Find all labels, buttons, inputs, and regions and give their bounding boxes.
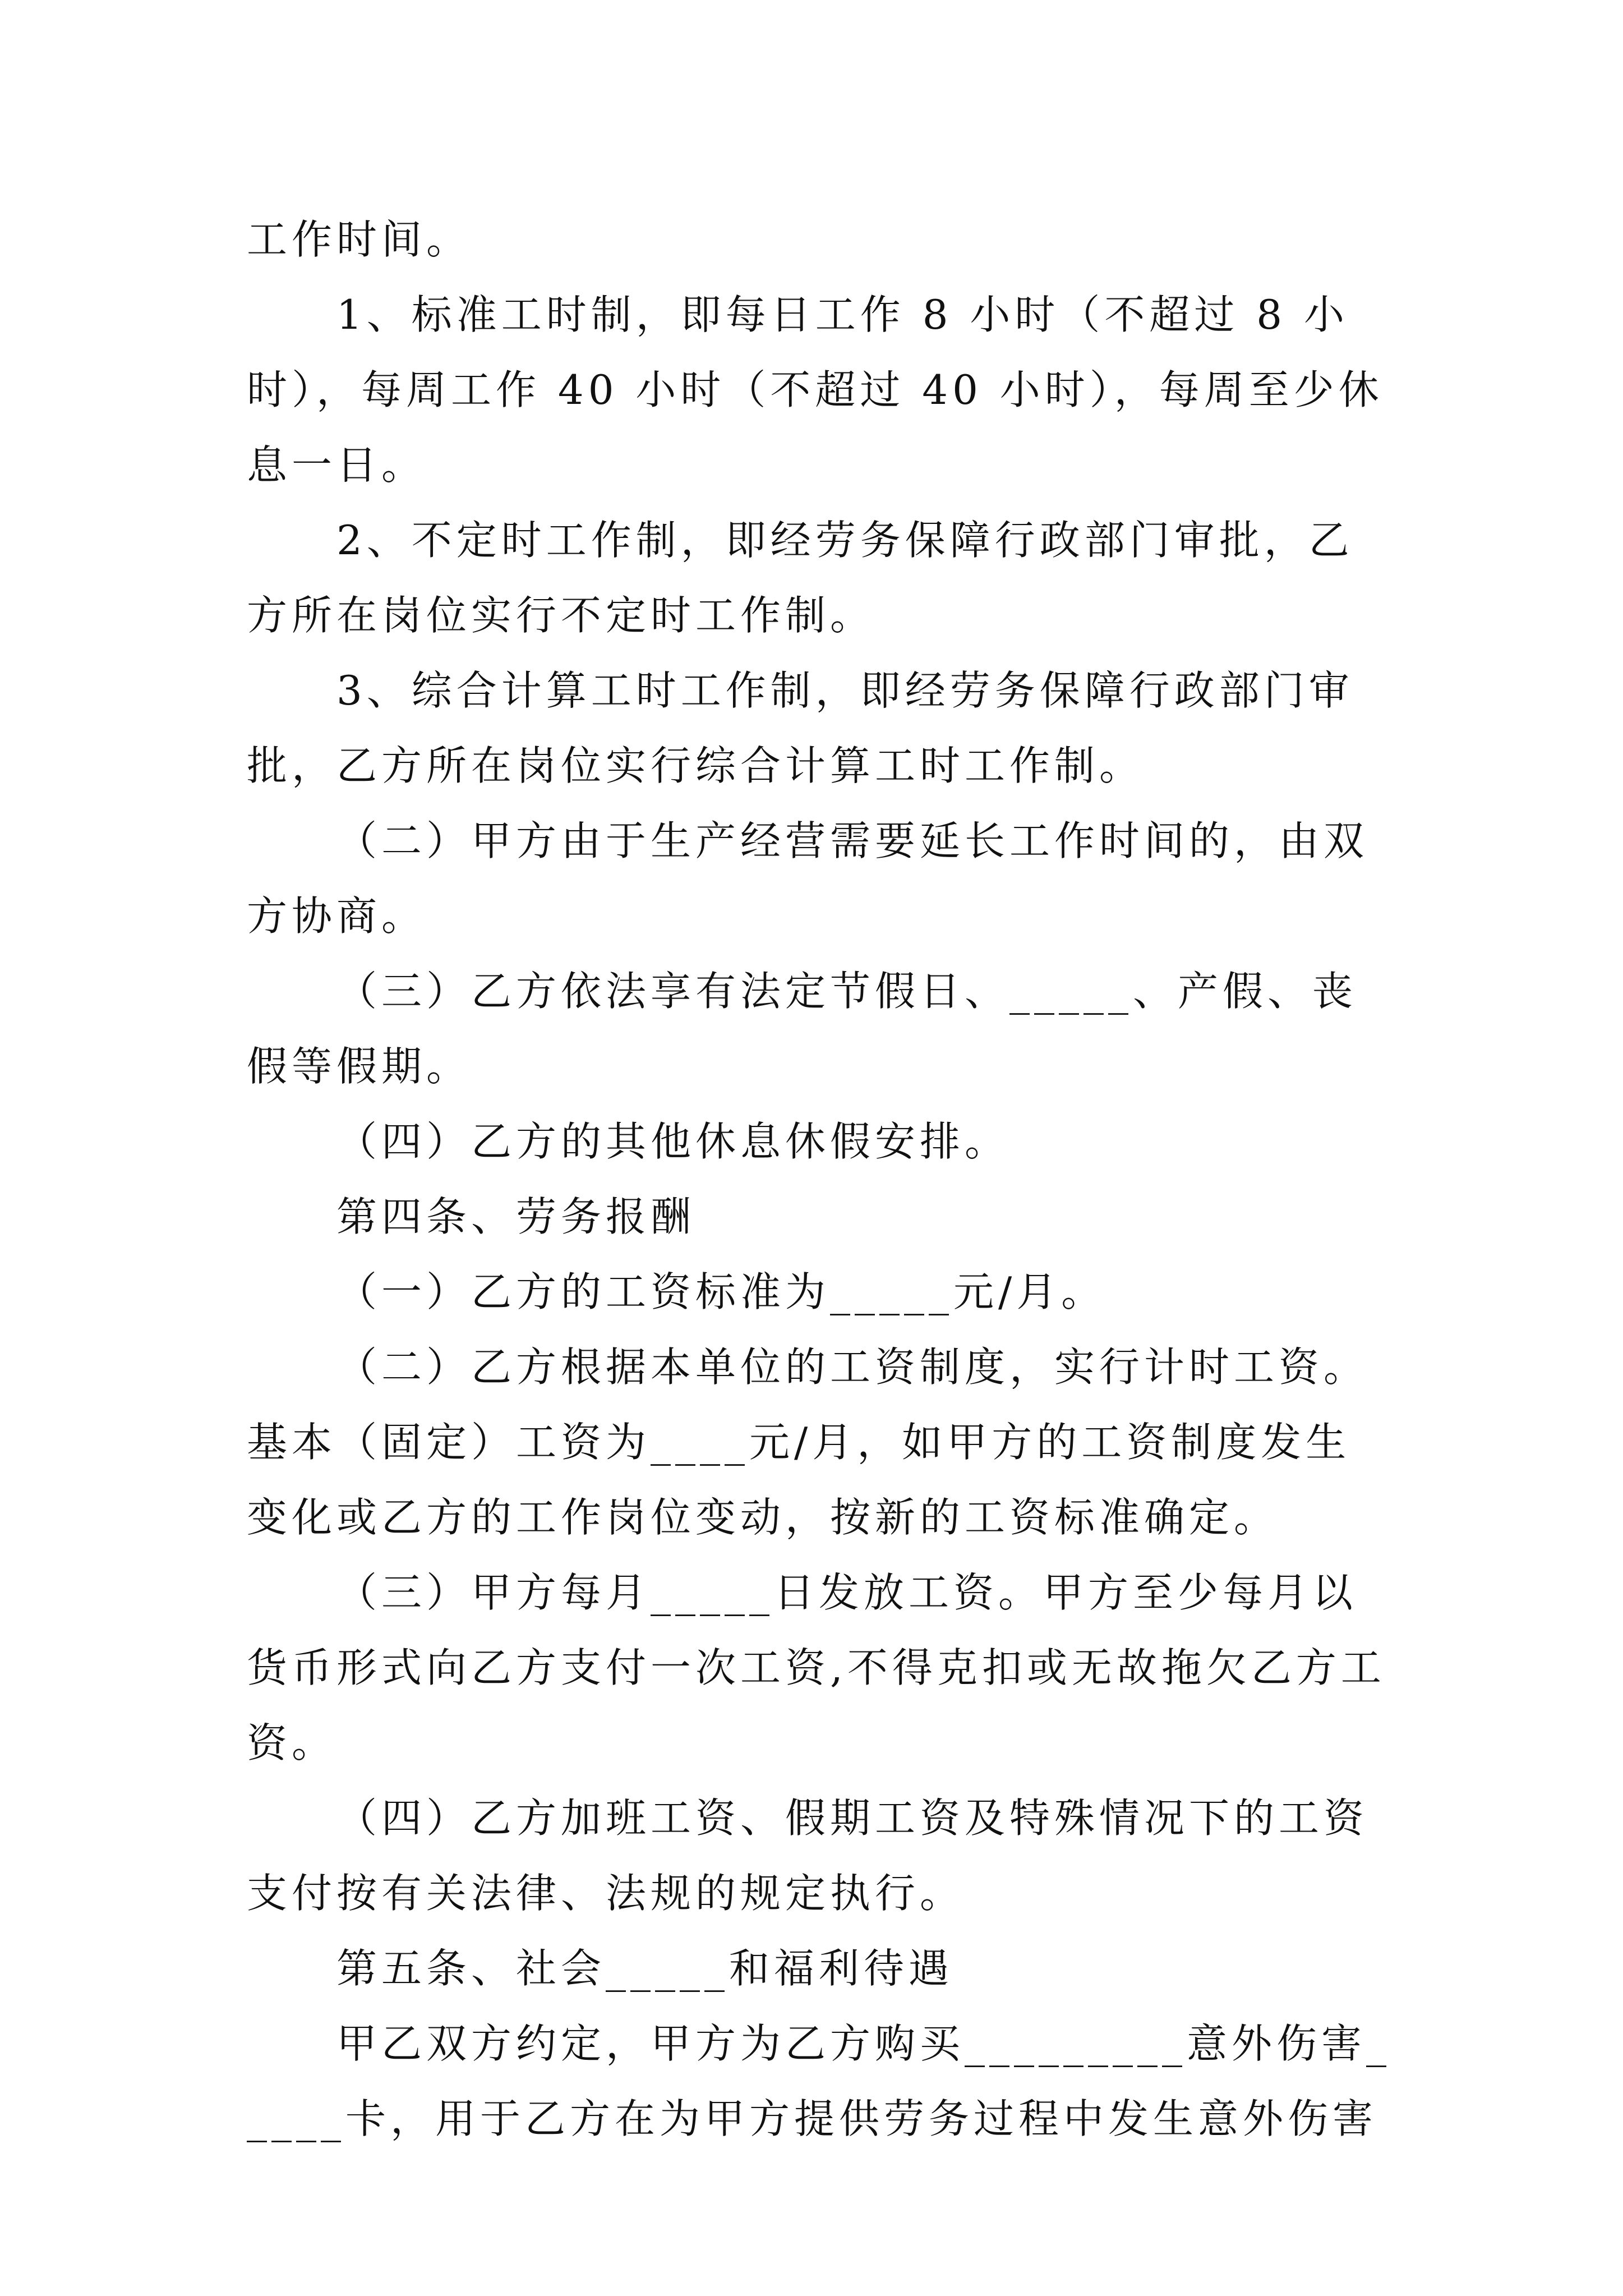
- paragraph-overtime-pay: （四）乙方加班工资、假期工资及特殊情况下的工资支付按有关法律、法规的规定执行。: [247, 1795, 1369, 1917]
- paragraph-flexible-hours: 2、不定时工作制，即经劳务保障行政部门审批，乙方所在岗位实行不定时工作制。: [247, 517, 1354, 639]
- paragraph-wage-standard: （一）乙方的工资标准为_____元/月。: [336, 1268, 1106, 1315]
- paragraph-time-wage: （二）乙方根据本单位的工资制度，实行计时工资。基本（固定）工资为____元/月，如甲方的工资制度发生变化或乙方的工作岗位变动，按新的工资标准确定。: [247, 1343, 1369, 1541]
- paragraph-overtime: （二）甲方由于生产经营需要延长工作时间的，由双方协商。: [247, 817, 1369, 940]
- paragraph-insurance: 甲乙双方约定，甲方为乙方购买_________意外伤害_____卡，用于乙方在为甲方提供劳务过程中发生意外伤害: [247, 2020, 1391, 2142]
- paragraph-comprehensive-hours: 3、综合计算工时工作制，即经劳务保障行政部门审批，乙方所在岗位实行综合计算工时工作制。: [247, 667, 1354, 789]
- paragraph-work-time: 工作时间。: [247, 216, 472, 263]
- paragraph-holidays: （三）乙方依法享有法定节假日、_____、产假、丧假等假期。: [247, 968, 1358, 1090]
- section-heading-remuneration: 第四条、劳务报酬: [336, 1193, 696, 1240]
- paragraph-pay-date: （三）甲方每月_____日发放工资。甲方至少每月以货币形式向乙方支付一次工资,不得克扣或无故拖欠乙方工资。: [247, 1569, 1386, 1766]
- section-heading-social-benefits: 第五条、社会_____和福利待遇: [336, 1945, 954, 1992]
- document-body: [247, 202, 1391, 2156]
- paragraph-standard-hours: 1、标准工时制，即每日工作 8 小时（不超过 8 小时），每周工作 40 小时（不超过 40 小时），每周至少休息一日。: [247, 291, 1384, 489]
- paragraph-other-rest: （四）乙方的其他休息休假安排。: [336, 1118, 1010, 1165]
